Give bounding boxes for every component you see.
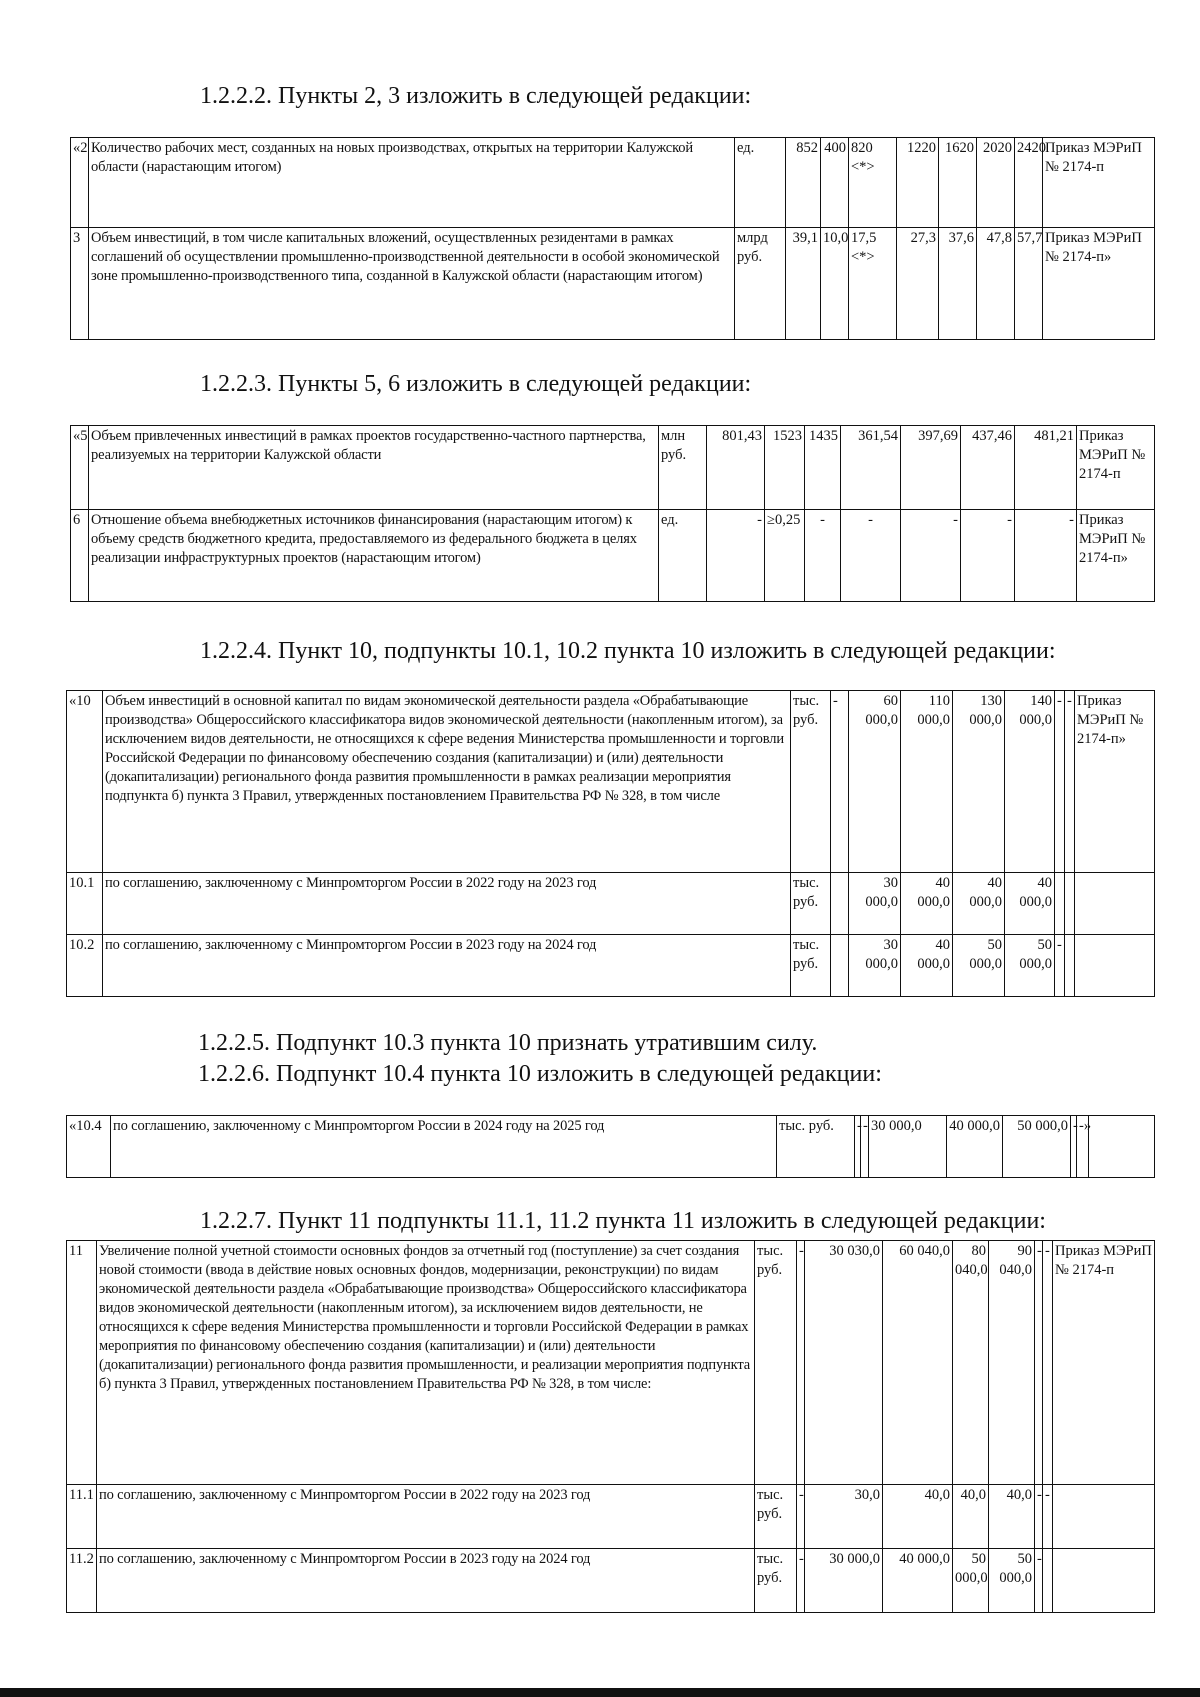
table-row	[67, 935, 1155, 997]
value-cell: 1435	[805, 426, 841, 510]
value-cell: -	[855, 1116, 861, 1178]
value-cell: 397,69	[901, 426, 961, 510]
value-cell: 57,7	[1015, 228, 1043, 340]
value-cell: -	[1015, 510, 1077, 602]
value-cell	[1055, 873, 1065, 935]
order-reference: Приказ МЭРиП № 2174-п»	[1075, 691, 1155, 873]
value-cell: 1523	[765, 426, 805, 510]
row-number: «10.4	[67, 1116, 111, 1178]
value-cell: -	[797, 1485, 805, 1549]
value-cell: -	[805, 510, 841, 602]
value-cell: 27,3	[897, 228, 939, 340]
value-cell: 60 000,0	[849, 691, 901, 873]
heading-1-2-2-4: 1.2.2.4. Пункт 10, подпункты 10.1, 10.2 пункта 10 изложить в следующей редакции:	[200, 638, 1056, 664]
table-1-2-2-2	[70, 137, 1155, 340]
indicator-name: Объем инвестиций в основной капитал по видам экономической деятельности раздела «Обрабатывающие производства» Общероссийского классификатора видов экономической деятельности (накопленным итогом), за исключением видов деятельности, не относящихся к сфере ведения Министерства промышленности и торговли Российской Федерации по финансовому обеспечению создания (капитализации) и (или) деятельности (докапитализации) регионального фонда развития промышленности в рамках реализации мероприятия подпункта б) пункта 3 Правил, утвержденных постановлением Правительства РФ № 328, в том числе	[103, 691, 791, 873]
row-number: 11.2	[67, 1549, 97, 1613]
value-cell: -	[901, 510, 961, 602]
row-number: «5	[71, 426, 89, 510]
order-reference: Приказ МЭРиП № 2174-п	[1043, 138, 1155, 228]
value-cell: -	[707, 510, 765, 602]
table-1-2-2-4	[66, 690, 1155, 997]
table-row	[67, 1241, 1155, 1485]
value-cell: 361,54	[841, 426, 901, 510]
value-cell: ≥0,25	[765, 510, 805, 602]
order-reference	[1053, 1485, 1155, 1549]
value-cell: 110 000,0	[901, 691, 953, 873]
value-cell: 481,21	[1015, 426, 1077, 510]
table-row	[67, 1549, 1155, 1613]
table-row	[67, 691, 1155, 873]
heading-1-2-2-2: 1.2.2.2. Пункты 2, 3 изложить в следующей редакции:	[200, 83, 752, 109]
unit: млн руб.	[659, 426, 707, 510]
indicator-name: Объем инвестиций, в том числе капитальных вложений, осуществленных резидентами в рамках соглашений об осуществлении промышленно-производственной деятельности в особой экономической зоне промышленно-производственного типа, созданной в Калужской области (нарастающим итогом)	[89, 228, 735, 340]
indicator-name: по соглашению, заключенному с Минпромторгом России в 2023 году на 2024 год	[103, 935, 791, 997]
table-row	[71, 426, 1155, 510]
value-cell: 40 000,0	[953, 873, 1005, 935]
indicator-name: Увеличение полной учетной стоимости основных фондов за отчетный год (поступление) за счет создания новой стоимости (ввода в действие новых основных фондов, модернизации, реконструкции) по видам экономической деятельности раздела «Обрабатывающие производства» Общероссийского классификатора видов экономической деятельности (накопленным итогом), за исключением видов деятельности, не относящихся к сфере ведения Министерства промышленности и торговли Российской Федерации в рамках мероприятия по финансовому обеспечению создания (капитализации) и (или) деятельности (докапитализации) регионального фонда развития промышленности, и реализации мероприятия подпункта б) пункта 3 Правил, утвержденных постановлением Правительства РФ № 328, в том числе:	[97, 1241, 755, 1485]
value-cell: 140 000,0	[1005, 691, 1055, 873]
unit: тыс. руб.	[755, 1241, 797, 1485]
table-1-2-2-7	[66, 1240, 1155, 1613]
value-cell: 50 000,0	[989, 1549, 1035, 1613]
row-number: 11.1	[67, 1485, 97, 1549]
value-cell: 50 000,0	[953, 1549, 989, 1613]
value-cell: 437,46	[961, 426, 1015, 510]
value-cell: 40 000,0	[901, 873, 953, 935]
value-cell: -	[1043, 1241, 1053, 1485]
value-cell: 40,0	[953, 1485, 989, 1549]
row-number: 11	[67, 1241, 97, 1485]
value-cell: 30 000,0	[869, 1116, 947, 1178]
unit: тыс. руб.	[777, 1116, 855, 1178]
unit: тыс. руб.	[791, 691, 831, 873]
value-cell: 90 040,0	[989, 1241, 1035, 1485]
value-cell: 400	[821, 138, 849, 228]
row-number: «10	[67, 691, 103, 873]
value-cell: -	[841, 510, 901, 602]
value-cell: 39,1	[786, 228, 821, 340]
indicator-name: по соглашению, заключенному с Минпромторгом России в 2022 году на 2023 год	[103, 873, 791, 935]
unit: ед.	[735, 138, 786, 228]
order-reference: Приказ МЭРиП № 2174-п	[1077, 426, 1155, 510]
unit: тыс. руб.	[791, 935, 831, 997]
table-row	[71, 228, 1155, 340]
indicator-name: Отношение объема внебюджетных источников финансирования (нарастающим итогом) к объему средств бюджетного кредита, предоставляемого из федерального бюджета в целях реализации инфраструктурных проектов (нарастающим итогом)	[89, 510, 659, 602]
value-cell: -	[1035, 1549, 1043, 1613]
unit: тыс. руб.	[755, 1485, 797, 1549]
order-reference	[1075, 935, 1155, 997]
value-cell	[1065, 873, 1075, 935]
value-cell: -	[1035, 1485, 1043, 1549]
order-reference	[1089, 1116, 1155, 1178]
value-cell: 47,8	[977, 228, 1015, 340]
value-cell: -	[797, 1241, 805, 1485]
value-cell: -	[961, 510, 1015, 602]
value-cell	[1043, 1549, 1053, 1613]
value-cell: 40 000,0	[1005, 873, 1055, 935]
table-row	[67, 1485, 1155, 1549]
indicator-name: по соглашению, заключенному с Минпромторгом России в 2024 году на 2025 год	[111, 1116, 777, 1178]
value-cell: 40 000,0	[883, 1549, 953, 1613]
row-number: 3	[71, 228, 89, 340]
indicator-name: Количество рабочих мест, созданных на новых производствах, открытых на территории Калужской области (нарастающим итогом)	[89, 138, 735, 228]
heading-1-2-2-3: 1.2.2.3. Пункты 5, 6 изложить в следующей редакции:	[200, 371, 752, 397]
heading-1-2-2-7: 1.2.2.7. Пункт 11 подпункты 11.1, 11.2 пункта 11 изложить в следующей редакции:	[200, 1208, 1046, 1234]
value-cell: 30,0	[805, 1485, 883, 1549]
value-cell	[831, 935, 849, 997]
value-cell: 30 000,0	[805, 1549, 883, 1613]
value-cell: -»	[1077, 1116, 1089, 1178]
value-cell: 40,0	[883, 1485, 953, 1549]
value-cell: 40,0	[989, 1485, 1035, 1549]
table-row	[71, 510, 1155, 602]
value-cell: 2020	[977, 138, 1015, 228]
row-number: 10.1	[67, 873, 103, 935]
value-cell: -	[1071, 1116, 1077, 1178]
value-cell: 40 000,0	[901, 935, 953, 997]
value-cell: -	[1043, 1485, 1053, 1549]
value-cell: 30 000,0	[849, 873, 901, 935]
value-cell	[831, 873, 849, 935]
value-cell: 1220	[897, 138, 939, 228]
value-cell: 17,5 <*>	[849, 228, 897, 340]
heading-1-2-2-6: 1.2.2.6. Подпункт 10.4 пункта 10 изложить в следующей редакции:	[198, 1061, 882, 1087]
row-number: 10.2	[67, 935, 103, 997]
table-row	[71, 138, 1155, 228]
order-reference	[1075, 873, 1155, 935]
table-1-2-2-3	[70, 425, 1155, 602]
value-cell: -	[1065, 691, 1075, 873]
value-cell: 60 040,0	[883, 1241, 953, 1485]
value-cell: 30 000,0	[849, 935, 901, 997]
value-cell: 50 000,0	[1005, 935, 1055, 997]
value-cell: 10,0	[821, 228, 849, 340]
value-cell: 50 000,0	[1003, 1116, 1071, 1178]
order-reference	[1053, 1549, 1155, 1613]
value-cell: 801,43	[707, 426, 765, 510]
value-cell: 80 040,0	[953, 1241, 989, 1485]
value-cell: -	[1055, 691, 1065, 873]
value-cell: 2420	[1015, 138, 1043, 228]
unit: млрд руб.	[735, 228, 786, 340]
value-cell: 852	[786, 138, 821, 228]
unit: тыс. руб.	[755, 1549, 797, 1613]
table-row	[67, 1116, 1155, 1178]
heading-1-2-2-5: 1.2.2.5. Подпункт 10.3 пункта 10 признать утратившим силу.	[198, 1030, 818, 1056]
value-cell: -	[797, 1549, 805, 1613]
unit: ед.	[659, 510, 707, 602]
value-cell: 1620	[939, 138, 977, 228]
value-cell: -	[1055, 935, 1065, 997]
value-cell: 50 000,0	[953, 935, 1005, 997]
table-row	[67, 873, 1155, 935]
order-reference: Приказ МЭРиП № 2174-п	[1053, 1241, 1155, 1485]
unit: тыс. руб.	[791, 873, 831, 935]
indicator-name: по соглашению, заключенному с Минпромторгом России в 2022 году на 2023 год	[97, 1485, 755, 1549]
order-reference: Приказ МЭРиП № 2174-п»	[1043, 228, 1155, 340]
value-cell: -	[861, 1116, 869, 1178]
scan-bottom-edge	[0, 1688, 1200, 1697]
table-1-2-2-6	[66, 1115, 1155, 1178]
value-cell: -	[831, 691, 849, 873]
value-cell	[1065, 935, 1075, 997]
indicator-name: по соглашению, заключенному с Минпромторгом России в 2023 году на 2024 год	[97, 1549, 755, 1613]
row-number: 6	[71, 510, 89, 602]
value-cell: 37,6	[939, 228, 977, 340]
order-reference: Приказ МЭРиП № 2174-п»	[1077, 510, 1155, 602]
value-cell: 40 000,0	[947, 1116, 1003, 1178]
value-cell: 130 000,0	[953, 691, 1005, 873]
indicator-name: Объем привлеченных инвестиций в рамках проектов государственно-частного партнерства, реализуемых на территории Калужской области	[89, 426, 659, 510]
value-cell: 30 030,0	[805, 1241, 883, 1485]
value-cell: -	[1035, 1241, 1043, 1485]
row-number: «2	[71, 138, 89, 228]
value-cell: 820 <*>	[849, 138, 897, 228]
